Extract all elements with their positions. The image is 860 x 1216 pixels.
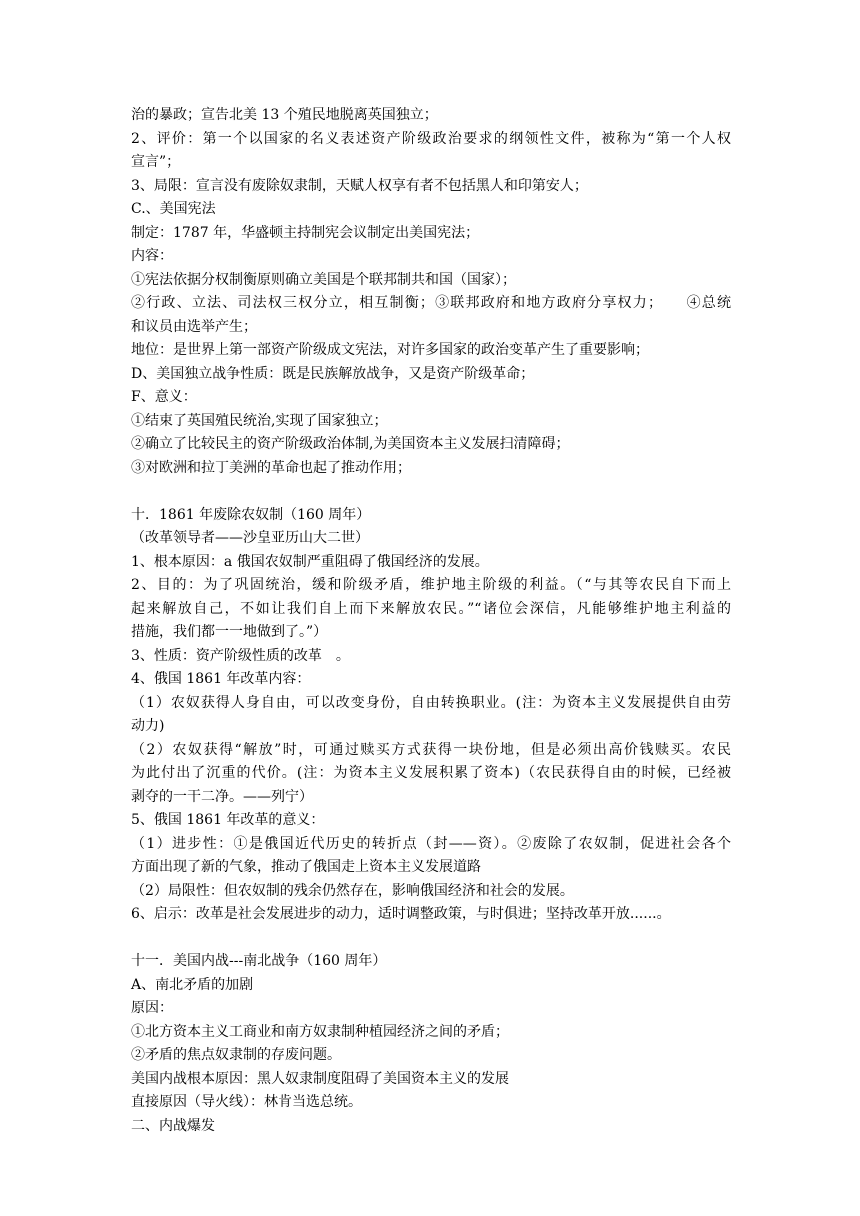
text-line: 原因： — [131, 1000, 173, 1016]
text-line: 为此付出了沉重的代价。(注：为资本主义发展积累了资本)（农民获得自由的时候，已经被 — [131, 765, 731, 781]
chapter-heading: 十．1861 年废除农奴制（160 周年） — [131, 506, 371, 523]
text-line: 内容： — [131, 248, 173, 264]
text-line: ①宪法依据分权制衡原则确立美国是个联邦制共和国（国家）； — [131, 271, 516, 288]
text-line: 美国内战根本原因：黑人奴隶制度阻碍了美国资本主义的发展 — [131, 1070, 509, 1087]
text-line: 2、评价：第一个以国家的名义表述资产阶级政治要求的纲领性文件，被称为“第一个人权 — [131, 130, 731, 147]
text-line: 地位：是世界上第一部资产阶级成文宪法，对许多国家的政治变革产生了重要影响； — [131, 342, 649, 358]
text-line: 治的暴政；宣告北美 13 个殖民地脱离英国独立； — [131, 107, 438, 123]
text-line: 3、性质：资产阶级性质的改革 。 — [131, 647, 350, 664]
text-line: ①结束了英国殖民统治,实现了国家独立； — [131, 412, 388, 429]
text-line: ②确立了比较民主的资产阶级政治体制,为美国资本主义发展扫清障碍； — [131, 436, 570, 452]
text-line: （改革领导者——沙皇亚历山大二世） — [131, 530, 369, 546]
text-line: （1）进步性：①是俄国近代历史的转折点（封——资）。②废除了农奴制，促进社会各个 — [131, 835, 731, 852]
text-line: 动力) — [131, 718, 165, 734]
text-line: 制定：1787 年，华盛顿主持制宪会议制定出美国宪法； — [131, 224, 480, 241]
text-line: （2）农奴获得“解放”时，可通过赎买方式获得一块份地，但是必须出高价钱赎买。农民 — [131, 741, 731, 758]
document-page — [131, 104, 731, 1138]
text-line: 6、启示：改革是社会发展进步的动力，适时调整政策，与时俱进；坚持改革开放......。 — [131, 906, 671, 922]
text-line: 和议员由选举产生； — [131, 318, 257, 335]
text-line: 宣言”； — [131, 154, 181, 170]
section-heading: A、南北矛盾的加剧 — [131, 976, 254, 993]
text-line: 1、根本原因：a 俄国农奴制严重阻碍了俄国经济的发展。 — [131, 553, 489, 570]
blank-line — [131, 480, 731, 504]
section-heading: F、意义： — [131, 389, 197, 405]
section-heading: C.、美国宪法 — [131, 201, 216, 217]
text-line: 3、局限：宣言没有废除奴隶制，天赋人权享有者不包括黑人和印第安人； — [131, 177, 588, 194]
text-line: 方面出现了新的气象，推动了俄国走上资本主义发展道路 — [131, 859, 481, 875]
text-line: 起来解放自己，不如让我们自上而下来解放农民。”“诸位会深信，凡能够维护地主利益的 — [131, 600, 731, 617]
text-line: 5、俄国 1861 年改革的意义： — [131, 812, 325, 828]
text-line: （2）局限性：但农奴制的残余仍然存在，影响俄国经济和社会的发展。 — [131, 882, 574, 899]
section-heading: 二、内战爆发 — [131, 1117, 215, 1134]
text-line: 直接原因（导火线）：林肯当选总统。 — [131, 1094, 362, 1110]
text-line: 4、俄国 1861 年改革内容： — [131, 671, 311, 687]
text-line: 措施，我们都一一地做到了。”） — [131, 624, 328, 640]
text-line: ②行政、立法、司法权三权分立，相互制衡；③联邦政府和地方政府分享权力； ④总统 — [131, 295, 731, 311]
blank-line — [131, 927, 731, 951]
text-line: （1）农奴获得人身自由，可以改变身份，自由转换职业。(注：为资本主义发展提供自由劳 — [131, 694, 731, 711]
text-line: ①北方资本主义工商业和南方奴隶制种植园经济之间的矛盾； — [131, 1023, 509, 1040]
text-line: ③对欧洲和拉丁美洲的革命也起了推动作用； — [131, 459, 411, 476]
text-line: ②矛盾的焦点奴隶制的存废问题。 — [131, 1047, 341, 1063]
section-heading: D、美国独立战争性质：既是民族解放战争，又是资产阶级革命； — [131, 365, 535, 382]
chapter-heading: 十一．美国内战---南北战争（160 周年） — [131, 953, 387, 969]
text-line: 剥夺的一干二净。——列宁） — [131, 788, 313, 805]
text-line: 2、目的：为了巩固统治，缓和阶级矛盾，维护地主阶级的利益。（“与其等农民自下而上 — [131, 577, 731, 593]
